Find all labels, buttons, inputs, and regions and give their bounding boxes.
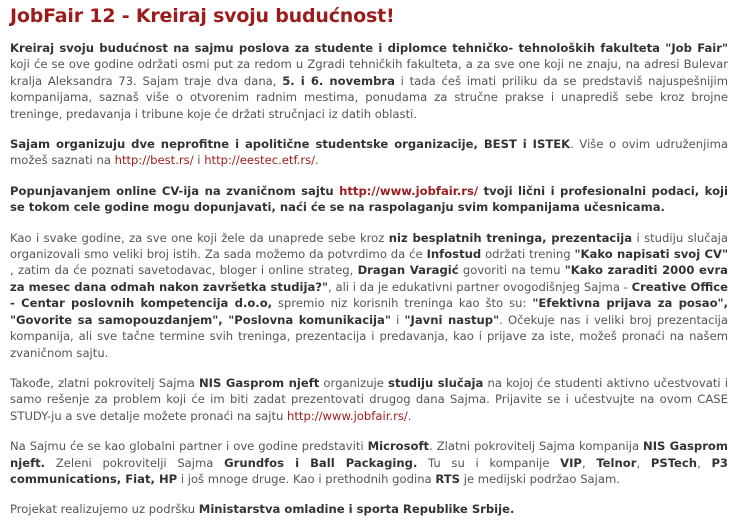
page-title: JobFair 12 - Kreiraj svoju budućnost! (10, 5, 395, 27)
eestec-link[interactable]: http://eestec.etf.rs/ (204, 153, 316, 168)
talk-title: "Kako zaraditi 2000 evra za mesec dana odmah nakon završetka studija?" (10, 263, 728, 294)
intro-bold: Kreiraj svoju budućnost na sajmu poslova za studente i diplomce tehničko- tehnoloških fakulteta "Job Fair" (10, 41, 728, 55)
speaker-name: Dragan Varagić (357, 263, 459, 278)
trainings-text-5: govoriti na temu (458, 263, 565, 278)
gold-sponsor-name: NIS Gasprom njeft. (10, 439, 728, 470)
other-companies: P3 communications, Fiat, HP (10, 455, 729, 486)
paragraph-partners (10, 438, 728, 487)
trainings-text-6: , ali i da je edukativni partner ovogodišnjeg Sajma - (328, 279, 632, 294)
paragraph-organizers (10, 136, 728, 169)
cv-training-title: "Kako napisati svoj CV" (574, 247, 728, 262)
intro-text: koji će se ove godine održati osmi put za redom u Zgradi tehničkih fakulteta, a za sve one koji ne znaju, na adresi Bulevar kralja Aleksandra 73. Sajam traje dva dana, (10, 57, 728, 88)
rts-name: RTS (435, 471, 461, 486)
case-study-bold: studiju slučaja (388, 375, 484, 390)
trainings-text-8: i (390, 312, 405, 327)
organizers-text: . Više o ovim udruženjima možeš saznati na (10, 137, 728, 168)
cv-bold: Popunjavanjem online CV-ija na zvaničnom sajtu (10, 183, 340, 198)
telnor-name: Telnor (596, 455, 637, 470)
vip-name: VIP (560, 455, 582, 470)
fair-dates: 5. i 6. novembra (282, 73, 395, 88)
organizers-text-2: i (193, 153, 205, 168)
paragraph-intro (10, 40, 728, 122)
organizers-text-3: . (315, 153, 319, 168)
cv-bold-2: tvoji lični i profesionalni podaci, koji se tokom cele godine mogu dopunjavati, naći će se na raspolaganju svim kompanijama učesnicama. (10, 183, 728, 215)
partners-text-3: Zeleni pokrovitelji Sajma (45, 455, 225, 470)
case-text-4: . (407, 408, 412, 423)
partner-name: Creative Office - Centar poslovnih kompetencija d.o.o, (10, 279, 728, 311)
case-text-2: organizuje (319, 375, 389, 390)
partners-text-4: Tu su i kompanije (417, 455, 561, 470)
trainings-text-4: , zatim da će poznati savetodavac, bloger i online strateg, (10, 263, 358, 278)
trainings-text: Kao i svake godine, za sve one koji žele da unaprede sebe kroz (10, 230, 389, 245)
partners-text-5: i još mnoge druge. Kao i prethodnih godina (177, 471, 436, 486)
green-sponsors: Grundfos i Ball Packaging. (224, 455, 418, 470)
support-text: Projekat realizujemo uz podršku (10, 502, 199, 517)
case-text-3: na kojoj će studenti aktivno učestvovati i samo rešenje za problem koji će im biti zadat prezentovati drugog dana Sajma. Prijavite se i učestvujte na ovom CASE STUDY-ju a sve detalje možete pronaći na sajtu (10, 375, 728, 423)
case-text: Takođe, zlatni pokrovitelj Sajma (10, 375, 199, 390)
public-speaking-title: "Javni nastup" (404, 312, 500, 327)
ministry-name: Ministarstva omladine i sporta Republike Srbije. (198, 502, 515, 517)
paragraph-trainings (10, 230, 728, 361)
jobfair-link-2[interactable]: http://www.jobfair.rs/ (287, 408, 408, 423)
training-titles: "Efektivna prijava za posao", "Govorite sa samopouzdanjem", "Poslovna komunikacija" (10, 296, 728, 327)
infostud-name: Infostud (426, 247, 482, 262)
best-link[interactable]: http://best.rs/ (114, 153, 194, 168)
paragraph-support (10, 501, 728, 517)
trainings-text-3: održati trening (481, 247, 575, 262)
microsoft-name: Microsoft (367, 439, 430, 454)
trainings-text-2: i studiju slučaja organizovali smo veliki broj istih. Za sada možemo da potvrdimo da će (10, 230, 728, 262)
partners-text-6: je medijski podržao Sajam. (460, 471, 620, 486)
sponsor-name: NIS Gasprom njeft (198, 375, 320, 390)
trainings-text-7: spremio niz korisnih treninga kao što su: (272, 296, 533, 311)
paragraph-case-study (10, 375, 728, 424)
paragraph-cv (10, 183, 728, 216)
partners-text-2: . Zlatni pokrovitelj Sajma kompanija (429, 439, 644, 454)
trainings-text-9: . Očekuje nas i veliki broj prezentacija kompanija, ali sve tačne termine svih treninga, prezentacija i predavanja, kao i prijave za iste, možeš pronaći na našem zvaničnom sajtu. (10, 312, 729, 360)
partners-text: Na Sajmu će se kao globalni partner i ove godine predstaviti (10, 439, 368, 454)
sep: , (581, 455, 597, 470)
sep: , (697, 455, 712, 470)
pstech-name: PSTech (650, 455, 698, 470)
jobfair-link[interactable]: http://www.jobfair.rs/ (339, 183, 479, 198)
trainings-bold: niz besplatnih treninga, prezentacija (388, 230, 633, 245)
organizers-bold: Sajam organizuju dve neprofitne i apolitične studentske organizacije, BEST i ISTEK (10, 137, 571, 152)
intro-text-2: i tada ćeš imati priliku da se predstaviš najuspešnijim kompanijama, saznaš više o otvorenim radnim mestima, ponudama za stručne prakse i unaprediš sebe kroz brojne treninge, predavanja i tribune koje će držati stručnjaci iz datih oblasti. (10, 73, 728, 121)
sep: , (636, 455, 651, 470)
